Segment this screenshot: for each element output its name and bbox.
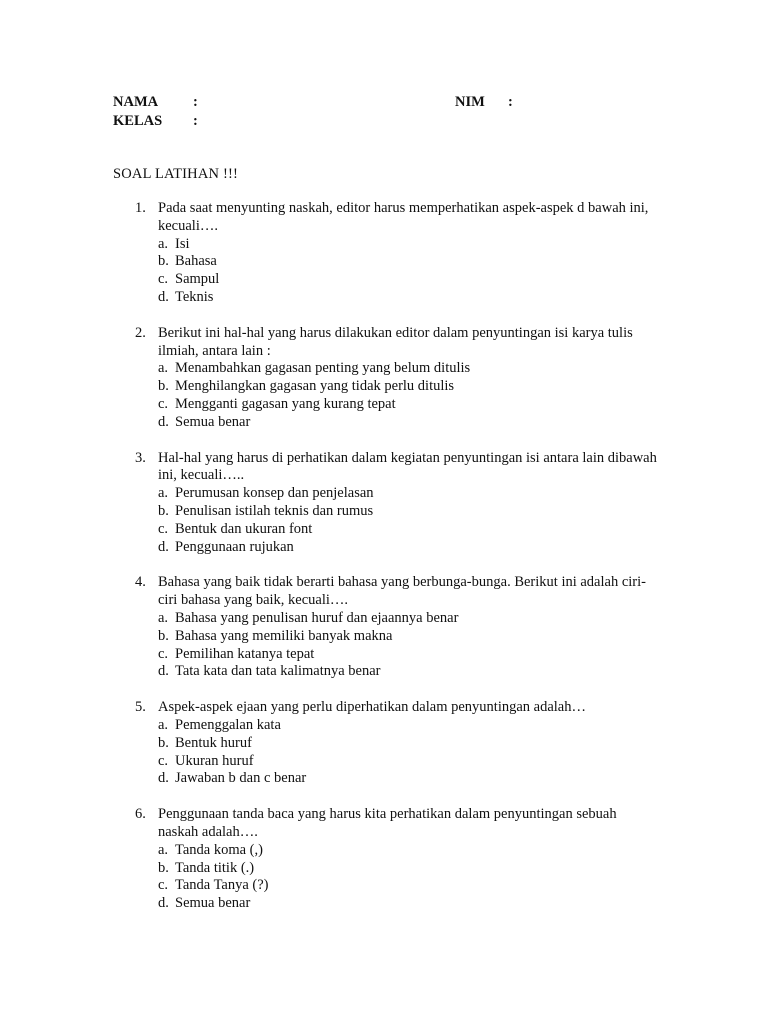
option-label: c. bbox=[158, 395, 169, 412]
option-label: d. bbox=[158, 413, 169, 430]
question-text: Aspek-aspek ejaan yang perlu diperhatikan dalam penyuntingan adalah… bbox=[158, 699, 586, 716]
option-list bbox=[158, 485, 673, 556]
kelas-colon: : bbox=[193, 113, 198, 129]
answer-option bbox=[158, 663, 673, 681]
option-label: b. bbox=[158, 627, 169, 644]
option-text: Tanda titik (.) bbox=[175, 859, 255, 876]
answer-option bbox=[158, 539, 673, 557]
nim-colon: : bbox=[508, 94, 513, 110]
option-label: a. bbox=[158, 609, 169, 626]
option-label: a. bbox=[158, 485, 169, 502]
answer-option bbox=[158, 646, 673, 664]
option-label: c. bbox=[158, 645, 169, 662]
option-text: Tanda koma (,) bbox=[175, 841, 263, 858]
answer-option bbox=[158, 860, 673, 878]
option-label: d. bbox=[158, 663, 169, 680]
option-text: Isi bbox=[175, 235, 190, 252]
nama-row bbox=[113, 93, 673, 112]
option-text: Bahasa yang penulisan huruf dan ejaannya benar bbox=[175, 609, 459, 626]
option-label: b. bbox=[158, 253, 169, 270]
answer-option bbox=[158, 770, 673, 788]
option-text: Bahasa yang memiliki banyak makna bbox=[175, 627, 393, 644]
question-number: 2. bbox=[135, 324, 146, 341]
option-list bbox=[158, 610, 673, 681]
option-label: d. bbox=[158, 288, 169, 305]
answer-option bbox=[158, 717, 673, 735]
answer-option bbox=[158, 289, 673, 307]
answer-option bbox=[158, 521, 673, 539]
answer-option bbox=[158, 753, 673, 771]
answer-option bbox=[158, 378, 673, 396]
option-label: a. bbox=[158, 716, 169, 733]
option-label: d. bbox=[158, 895, 169, 912]
option-text: Penulisan istilah teknis dan rumus bbox=[175, 502, 374, 519]
option-list bbox=[158, 360, 673, 431]
question-item bbox=[113, 325, 673, 432]
question-number: 6. bbox=[135, 806, 146, 823]
question-item bbox=[113, 450, 673, 557]
option-text: Menghilangkan gagasan yang tidak perlu ditulis bbox=[175, 378, 455, 395]
question-item bbox=[113, 806, 673, 913]
option-list bbox=[158, 842, 673, 913]
option-text: Pemenggalan kata bbox=[175, 716, 281, 733]
answer-option bbox=[158, 842, 673, 860]
answer-option bbox=[158, 610, 673, 628]
student-info-header bbox=[113, 93, 673, 131]
option-text: Tanda Tanya (?) bbox=[175, 877, 269, 894]
option-label: a. bbox=[158, 235, 169, 252]
option-text: Penggunaan rujukan bbox=[175, 538, 294, 555]
option-text: Tata kata dan tata kalimatnya benar bbox=[175, 663, 381, 680]
option-label: a. bbox=[158, 841, 169, 858]
option-label: d. bbox=[158, 770, 169, 787]
option-text: Bentuk dan ukuran font bbox=[175, 520, 313, 537]
option-text: Sampul bbox=[175, 271, 220, 288]
option-label: d. bbox=[158, 538, 169, 555]
answer-option bbox=[158, 414, 673, 432]
answer-option bbox=[158, 485, 673, 503]
option-text: Semua benar bbox=[175, 413, 251, 430]
question-item bbox=[113, 699, 673, 788]
nim-label: NIM bbox=[455, 94, 485, 110]
question-text: Hal-hal yang harus di perhatikan dalam kegiatan penyuntingan isi antara lain dibawah ini, kecuali….. bbox=[158, 449, 657, 484]
nama-colon: : bbox=[193, 94, 198, 110]
page-title: SOAL LATIHAN !!! bbox=[113, 166, 239, 182]
option-list bbox=[158, 236, 673, 307]
option-label: a. bbox=[158, 360, 169, 377]
option-text: Teknis bbox=[175, 288, 214, 305]
answer-option bbox=[158, 236, 673, 254]
answer-option bbox=[158, 396, 673, 414]
question-number: 1. bbox=[135, 200, 146, 216]
option-label: b. bbox=[158, 734, 169, 751]
option-text: Perumusan konsep dan penjelasan bbox=[175, 485, 374, 502]
answer-option bbox=[158, 253, 673, 271]
option-text: Mengganti gagasan yang kurang tepat bbox=[175, 395, 396, 412]
question-item bbox=[113, 200, 673, 307]
option-text: Bahasa bbox=[175, 253, 217, 270]
option-label: c. bbox=[158, 752, 169, 769]
kelas-row bbox=[113, 112, 673, 131]
option-text: Ukuran huruf bbox=[175, 752, 254, 769]
answer-option bbox=[158, 503, 673, 521]
option-label: c. bbox=[158, 271, 169, 288]
option-text: Pemilihan katanya tepat bbox=[175, 645, 315, 662]
question-text: Pada saat menyunting naskah, editor harus memperhatikan aspek-aspek d bawah ini, kecuali…. bbox=[158, 200, 649, 234]
option-label: c. bbox=[158, 520, 169, 537]
answer-option bbox=[158, 877, 673, 895]
question-text: Penggunaan tanda baca yang harus kita perhatikan dalam penyuntingan sebuah naskah adalah…. bbox=[158, 806, 617, 840]
option-label: b. bbox=[158, 859, 169, 876]
answer-option bbox=[158, 360, 673, 378]
question-text: Berikut ini hal-hal yang harus dilakukan editor dalam penyuntingan isi karya tulis ilmiah, antara lain : bbox=[158, 324, 633, 359]
question-text: Bahasa yang baik tidak berarti bahasa yang berbunga-bunga. Berikut ini adalah ciri-ciri bahasa yang baik, kecuali…. bbox=[158, 574, 646, 609]
answer-option bbox=[158, 895, 673, 913]
question-list bbox=[113, 200, 673, 931]
nama-label: NAMA bbox=[113, 94, 159, 110]
option-label: b. bbox=[158, 378, 169, 395]
question-number: 4. bbox=[135, 574, 146, 591]
option-list bbox=[158, 717, 673, 788]
option-label: b. bbox=[158, 502, 169, 519]
kelas-label: KELAS bbox=[113, 113, 163, 129]
option-text: Bentuk huruf bbox=[175, 734, 252, 751]
option-text: Semua benar bbox=[175, 895, 251, 912]
answer-option bbox=[158, 735, 673, 753]
answer-option bbox=[158, 271, 673, 289]
question-number: 5. bbox=[135, 699, 146, 716]
option-text: Jawaban b dan c benar bbox=[175, 770, 307, 787]
option-label: c. bbox=[158, 877, 169, 894]
answer-option bbox=[158, 628, 673, 646]
question-number: 3. bbox=[135, 449, 146, 466]
option-text: Menambahkan gagasan penting yang belum ditulis bbox=[175, 360, 471, 377]
question-item bbox=[113, 574, 673, 681]
